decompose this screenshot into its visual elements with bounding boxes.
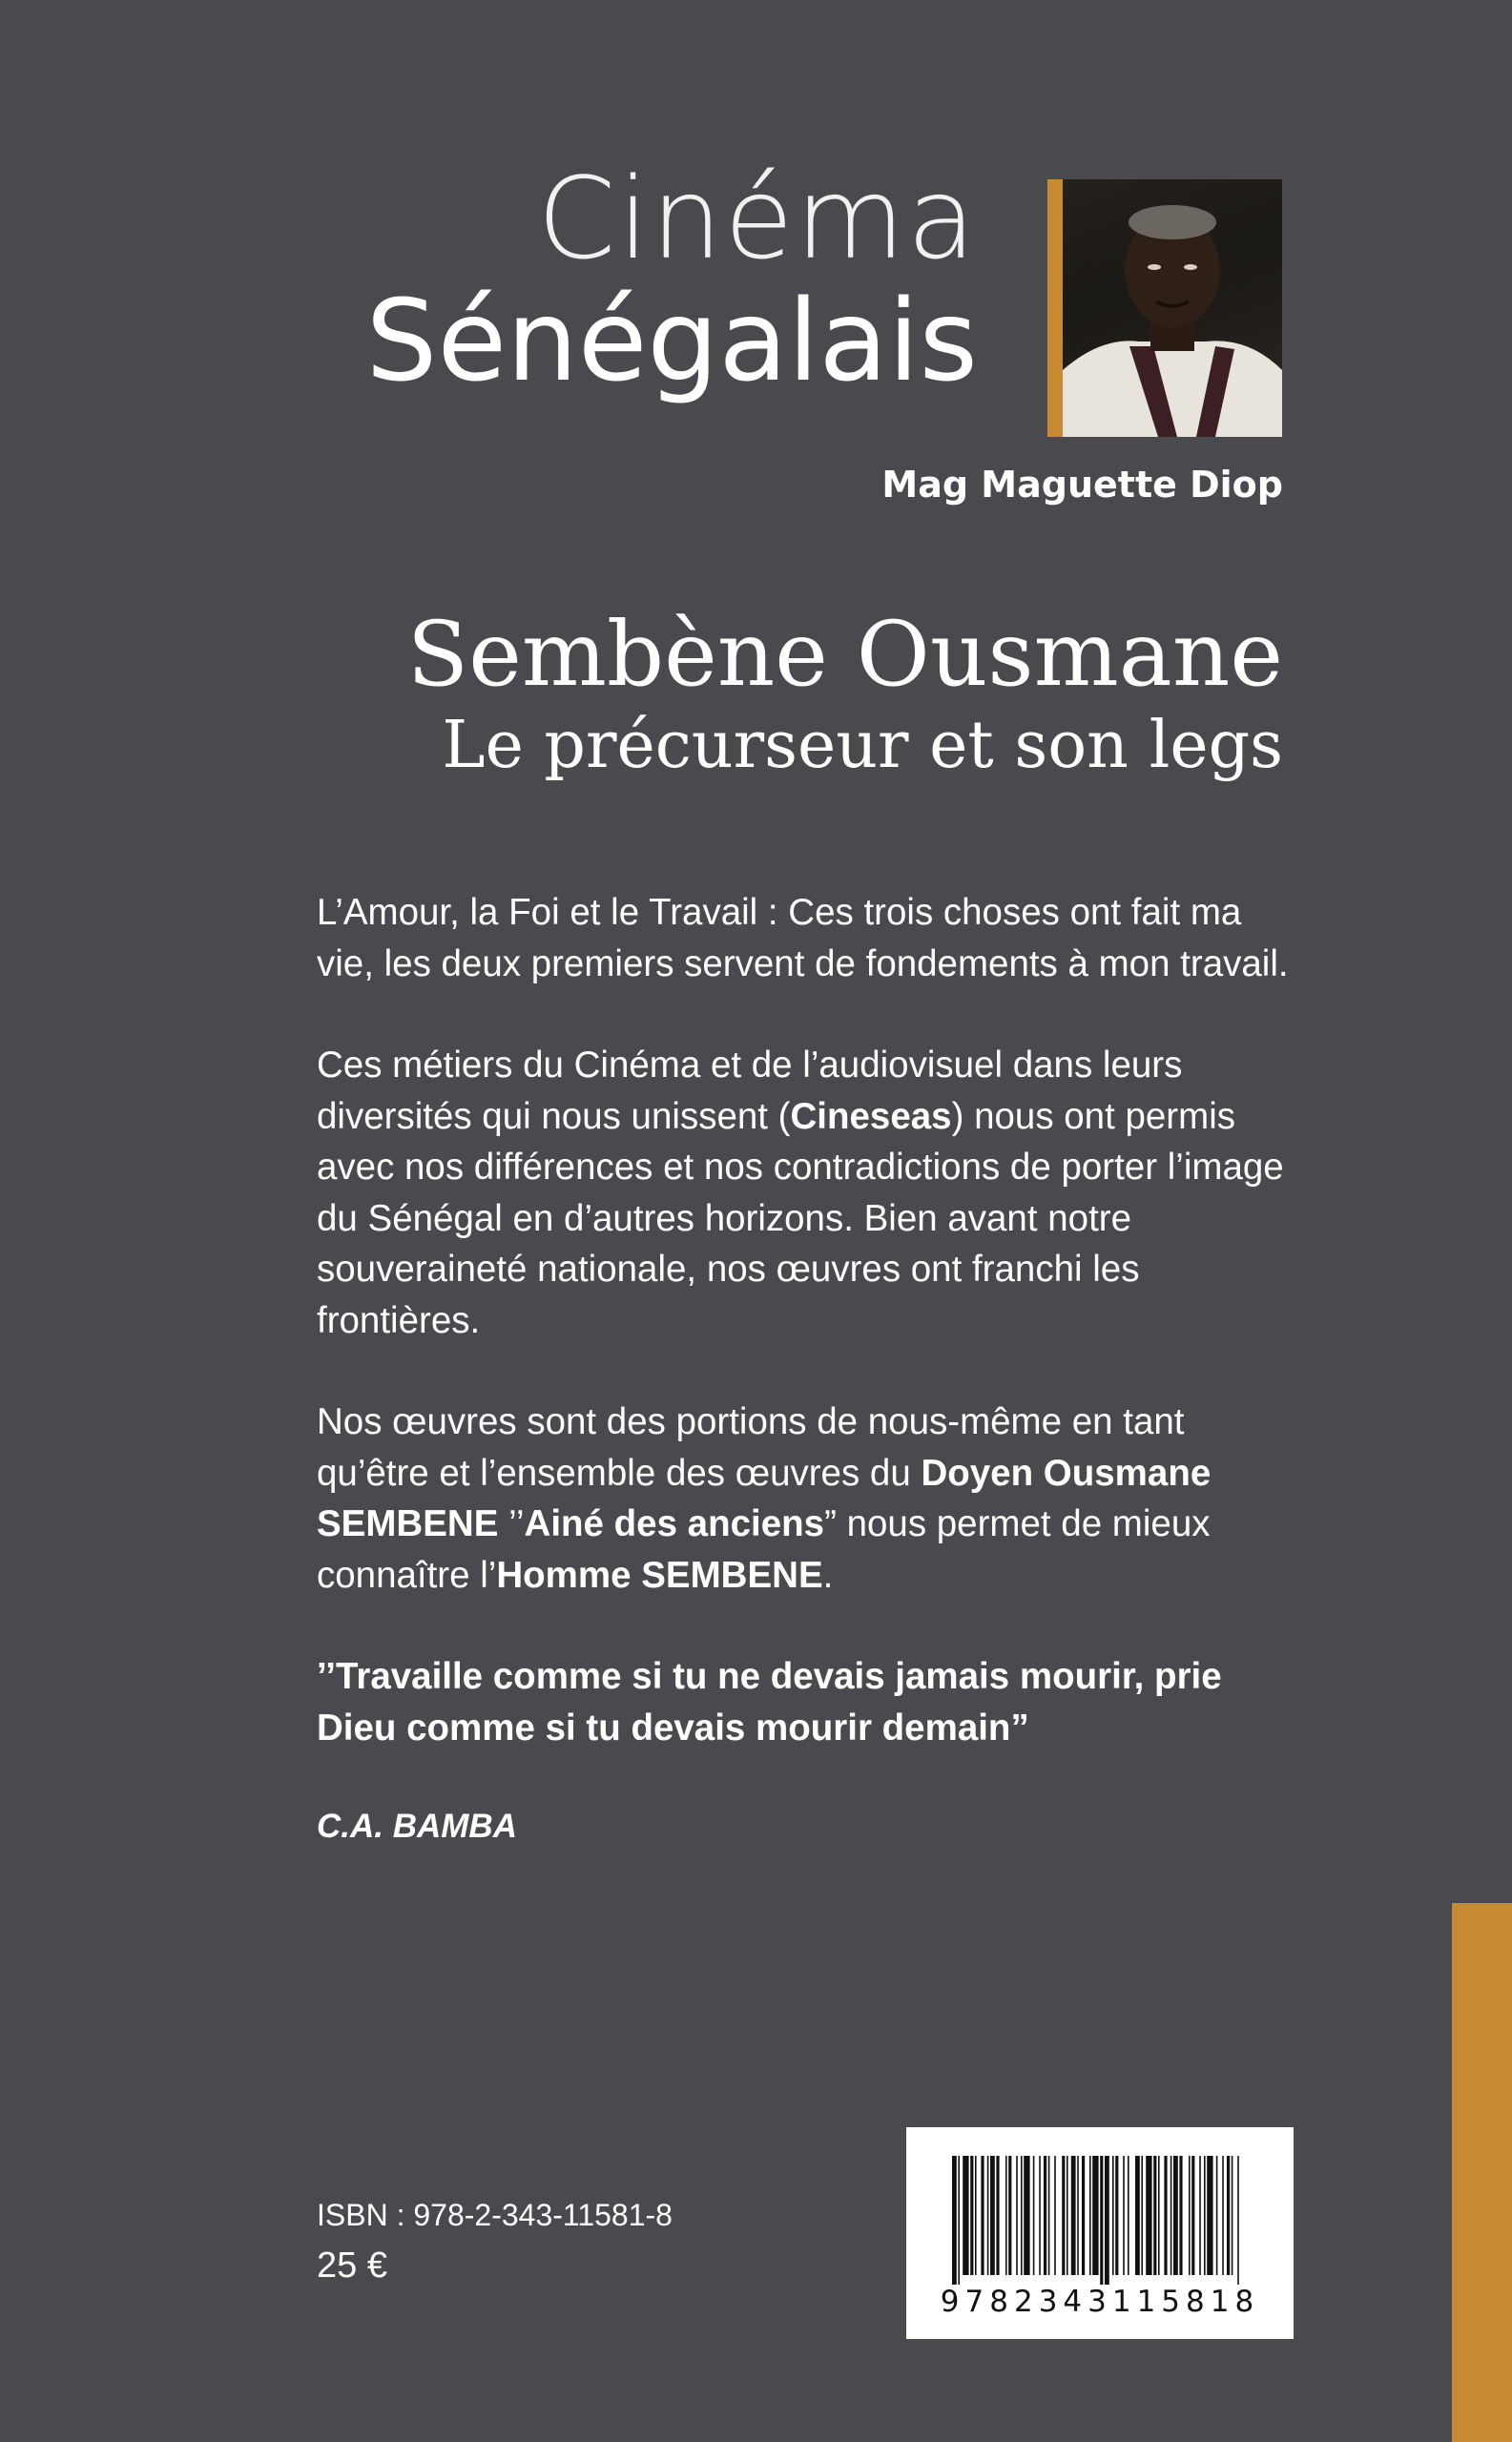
paragraph-3	[317, 1397, 1290, 1601]
paragraph-3-bold-doyen: Doyen Ousmane SEMBENE	[317, 1452, 1212, 1544]
barcode-bar	[1024, 2156, 1029, 2275]
barcode-bar	[1062, 2156, 1065, 2275]
barcode-bar	[1204, 2156, 1206, 2275]
barcode-bar	[990, 2156, 995, 2275]
barcode-bar	[1100, 2156, 1103, 2285]
price: 25 €	[317, 2245, 387, 2286]
book-title	[406, 603, 1283, 783]
barcode-bar	[975, 2156, 977, 2275]
barcode-bar	[1115, 2156, 1118, 2275]
barcode-bar	[1082, 2156, 1085, 2275]
barcode-icon	[952, 2156, 1248, 2285]
barcode-bar	[1008, 2156, 1011, 2275]
quote-text: ’’Travaille comme si tu ne devais jamais mourir, prie Dieu comme si tu devais mourir demain”	[317, 1656, 1222, 1749]
book-title-main: Sembène Ousmane	[406, 603, 1283, 707]
barcode-bar	[1199, 2156, 1201, 2275]
author-portrait-photo	[1063, 179, 1282, 437]
barcode-bar	[1173, 2156, 1178, 2275]
barcode-bar	[1005, 2156, 1007, 2275]
barcode-bar	[952, 2156, 957, 2285]
barcode-bar	[1112, 2156, 1114, 2275]
paragraph-3-text-g: .	[822, 1554, 834, 1596]
paragraph-3-bold-aine: Ainé des anciens	[524, 1503, 825, 1544]
paragraph-3-text-a: Nos œuvres sont des portions de nous-même en tant qu’être et l’ensemble des œuvres du	[317, 1401, 1185, 1494]
barcode-box	[906, 2127, 1294, 2339]
barcode-bar	[1033, 2156, 1035, 2275]
barcode-bar	[958, 2156, 960, 2285]
paragraph-1	[317, 887, 1290, 989]
barcode-bar	[1207, 2156, 1212, 2275]
isbn: ISBN : 978-2-343-11581-8	[317, 2198, 673, 2232]
paragraph-2	[317, 1040, 1290, 1346]
barcode-bar	[1105, 2156, 1109, 2285]
barcode-digits: 9782343115818	[940, 2285, 1260, 2319]
paragraph-2-bold-cineseas: Cineseas	[790, 1095, 952, 1137]
side-accent-stripe	[1452, 1903, 1512, 2442]
barcode-bar	[1237, 2156, 1239, 2285]
barcode-bar	[1021, 2156, 1023, 2275]
barcode-bar	[1054, 2156, 1056, 2275]
barcode-bar	[1232, 2156, 1233, 2275]
series-title-line1: Cinéma	[537, 153, 978, 284]
barcode-bar	[1189, 2156, 1191, 2275]
paragraph-3-text-e: ” nous permet de mieux connaître l’	[317, 1503, 1211, 1596]
back-cover-text	[317, 887, 1290, 1850]
barcode-bar	[1158, 2156, 1160, 2275]
barcode-bar	[987, 2156, 989, 2275]
barcode-bar	[1067, 2156, 1068, 2275]
barcode-bar	[1227, 2156, 1230, 2275]
paragraph-2-text-c: ) nous ont permis avec nos différences et nos contradictions de porter l’image du Sénégal en d’autres horizons. Bien avant notre souveraineté nationale, nos œuvres ont franchi les frontières.	[317, 1095, 1284, 1341]
barcode-bar	[1092, 2156, 1098, 2275]
paragraph-1-text: L’Amour, la Foi et le Travail : Ces trois choses ont fait ma vie, les deux premiers servent de fondements à mon travail.	[317, 892, 1289, 984]
quote-author: C.A. BAMBA	[317, 1808, 517, 1845]
paragraph-3-text-c: ’’	[498, 1503, 525, 1544]
series-title	[365, 153, 978, 406]
barcode-bar	[1179, 2156, 1182, 2275]
barcode-bar	[1039, 2156, 1041, 2275]
barcode-bar	[1128, 2156, 1129, 2275]
barcode-bar	[1077, 2156, 1079, 2275]
barcode-bar	[1146, 2156, 1151, 2275]
barcode-bar	[1071, 2156, 1076, 2275]
author-photo-frame	[1047, 179, 1282, 437]
barcode-bar	[981, 2156, 984, 2275]
barcode-bar	[1089, 2156, 1091, 2275]
barcode-bar	[1044, 2156, 1046, 2275]
barcode-bar	[963, 2156, 968, 2275]
book-subtitle: Le précurseur et son legs	[442, 708, 1283, 783]
barcode-bar	[1141, 2156, 1143, 2275]
barcode-bar	[1170, 2156, 1172, 2275]
barcode-bar	[996, 2156, 999, 2275]
paragraph-3-bold-homme: Homme SEMBENE	[496, 1554, 823, 1596]
paragraph-2-text-a: Ces métiers du Cinéma et de l’audiovisuel dans leurs diversités qui nous unissent (	[317, 1045, 1183, 1137]
barcode-bar	[1123, 2156, 1125, 2275]
author-name: Mag Maguette Diop	[881, 464, 1283, 506]
series-title-line2: Sénégalais	[365, 275, 978, 406]
barcode-bar	[1153, 2156, 1156, 2275]
barcode-bar	[1016, 2156, 1018, 2275]
barcode-bar	[1222, 2156, 1224, 2275]
barcode-bar	[1164, 2156, 1167, 2275]
barcode-bar	[1135, 2156, 1140, 2275]
barcode-bar	[1216, 2156, 1218, 2275]
barcode-bar	[970, 2156, 973, 2275]
barcode-bar	[1048, 2156, 1050, 2275]
barcode-bar	[1191, 2156, 1194, 2275]
